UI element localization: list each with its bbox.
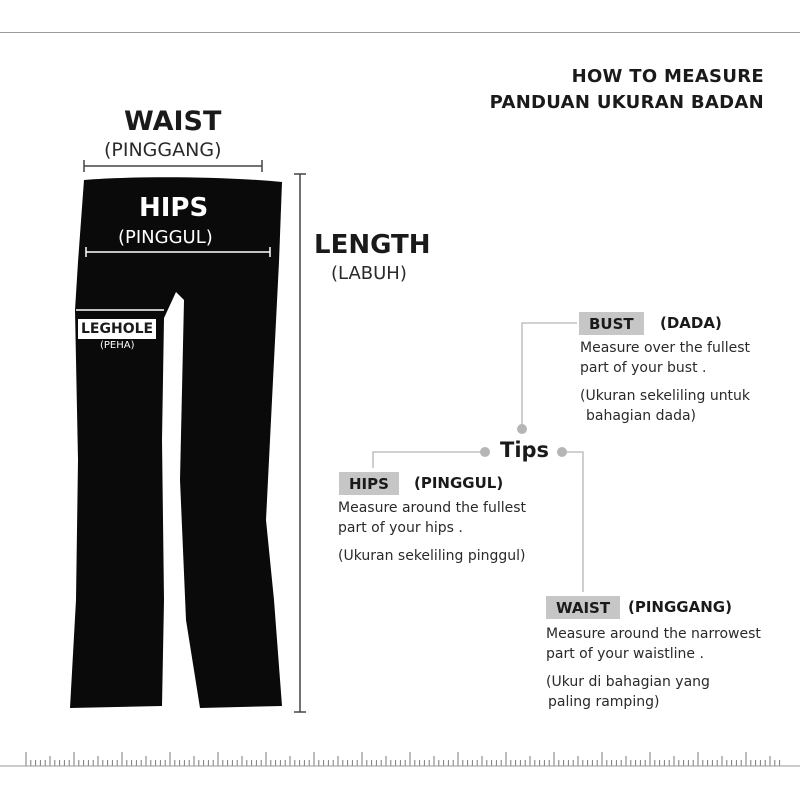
- waist-local-label: (PINGGANG): [628, 598, 732, 616]
- hips-desc-1: Measure around the fullest: [338, 500, 527, 516]
- bust-local-desc-2: bahagian dada): [586, 408, 696, 424]
- leghole-sub-label: (PEHA): [100, 340, 135, 351]
- hips-desc-2: part of your hips .: [338, 520, 463, 536]
- page-subtitle: PANDUAN UKURAN BADAN: [489, 92, 764, 113]
- length-label: LENGTH: [314, 230, 431, 260]
- hips-label: HIPS: [139, 193, 209, 223]
- waist-local-desc-1: (Ukur di bahagian yang: [546, 674, 710, 690]
- bust-local-desc-1: (Ukuran sekeliling untuk: [580, 388, 751, 404]
- hips-local-label: (PINGGUL): [414, 474, 504, 492]
- bust-chip: BUST: [579, 312, 644, 335]
- waist-local-desc-2: paling ramping): [548, 694, 660, 710]
- waist-desc-2: part of your waistline .: [546, 646, 704, 662]
- waist-desc-1: Measure around the narrowest: [546, 626, 761, 642]
- length-sub-label: (LABUH): [331, 263, 407, 284]
- hips-chip: HIPS: [339, 472, 399, 495]
- waist-chip: WAIST: [546, 596, 620, 619]
- bust-local-label: (DADA): [660, 314, 722, 332]
- bust-desc-2: part of your bust .: [580, 360, 707, 376]
- page-title: HOW TO MEASURE: [571, 66, 764, 87]
- leghole-label: LEGHOLE: [78, 319, 156, 339]
- bust-desc-1: Measure over the fullest: [580, 340, 751, 356]
- tips-heading: Tips: [500, 438, 550, 462]
- waist-label: WAIST: [124, 106, 222, 137]
- measuring-tape-icon: [26, 752, 780, 766]
- hips-sub-label: (PINGGUL): [118, 227, 213, 248]
- hips-local-desc-1: (Ukuran sekeliling pinggul): [338, 548, 526, 564]
- trousers-icon: [70, 177, 282, 708]
- length-measure-line: [294, 174, 306, 712]
- waist-measure-line: [84, 160, 262, 172]
- waist-sub-label: (PINGGANG): [104, 139, 222, 161]
